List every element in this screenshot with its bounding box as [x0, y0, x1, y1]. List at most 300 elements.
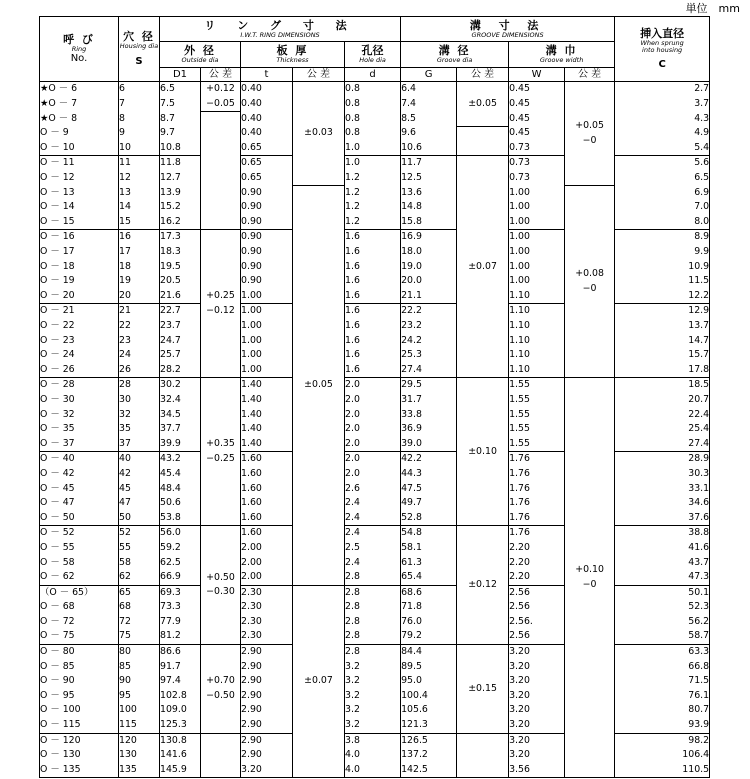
- thickness-cell: 2.00: [241, 556, 293, 571]
- housing-dia-cell: 9: [119, 126, 160, 141]
- groove-width-cell: 3.20: [509, 703, 565, 718]
- groove-width-cell: 1.55: [509, 393, 565, 408]
- thickness-cell: 2.90: [241, 645, 293, 660]
- groove-width-tolerance: +0.05 −0: [565, 82, 615, 186]
- t-symbol: t: [241, 68, 293, 82]
- housing-dia-cell: 120: [119, 733, 160, 748]
- outside-dia-cell: 12.7: [160, 171, 201, 186]
- groove-dia-cell: 42.2: [401, 452, 457, 467]
- housing-dia-cell: 35: [119, 422, 160, 437]
- ring-no-cell: O － 21: [40, 304, 119, 319]
- ring-no-cell: ★O － 7: [40, 97, 119, 112]
- d-symbol: d: [345, 68, 401, 82]
- hole-dia-cell: 1.6: [345, 363, 401, 378]
- outside-dia-cell: 18.3: [160, 245, 201, 260]
- d1-symbol: D1: [160, 68, 201, 82]
- outside-dia-tolerance: [201, 112, 241, 230]
- groove-dimensions-header: 溝 寸 法 GROOVE DIMENSIONS: [401, 17, 615, 42]
- groove-dia-cell: 7.4: [401, 97, 457, 112]
- outside-dia-cell: 13.9: [160, 186, 201, 201]
- housing-dia-cell: 90: [119, 674, 160, 689]
- outside-dia-cell: 130.8: [160, 733, 201, 748]
- hole-dia-cell: 1.6: [345, 260, 401, 275]
- insertion-dia-cell: 12.2: [615, 289, 710, 304]
- thickness-cell: 0.40: [241, 112, 293, 127]
- groove-dia-cell: 31.7: [401, 393, 457, 408]
- groove-width-cell: 0.45: [509, 97, 565, 112]
- housing-dia-cell: 45: [119, 482, 160, 497]
- outside-dia-cell: 23.7: [160, 319, 201, 334]
- housing-dia-cell: 17: [119, 245, 160, 260]
- groove-width-cell: 2.20: [509, 570, 565, 585]
- retaining-ring-spec-table: [39, 16, 710, 778]
- ring-no-cell: O － 40: [40, 452, 119, 467]
- groove-dia-cell: 13.6: [401, 186, 457, 201]
- thickness-cell: 2.90: [241, 660, 293, 675]
- outside-dia-cell: 141.6: [160, 748, 201, 763]
- groove-dia-cell: 16.9: [401, 230, 457, 245]
- insertion-dia-cell: 106.4: [615, 748, 710, 763]
- hole-dia-cell: 2.0: [345, 408, 401, 423]
- outside-dia-cell: 9.7: [160, 126, 201, 141]
- outside-dia-cell: 43.2: [160, 452, 201, 467]
- groove-dia-cell: 58.1: [401, 541, 457, 556]
- hole-dia-cell: 2.4: [345, 496, 401, 511]
- thickness-cell: 2.90: [241, 733, 293, 748]
- hole-dia-cell: 2.4: [345, 556, 401, 571]
- groove-dia-cell: 22.2: [401, 304, 457, 319]
- groove-dia-cell: 61.3: [401, 556, 457, 571]
- insertion-dia-cell: 110.5: [615, 763, 710, 778]
- hole-dia-cell: 1.2: [345, 215, 401, 230]
- outside-dia-tolerance: +0.50 −0.30: [201, 526, 241, 645]
- hole-dia-cell: 2.4: [345, 526, 401, 541]
- ring-no-cell: O － 11: [40, 156, 119, 171]
- groove-dia-cell: 49.7: [401, 496, 457, 511]
- outside-dia-cell: 15.2: [160, 200, 201, 215]
- ring-no-cell: O － 16: [40, 230, 119, 245]
- outside-dia-cell: 30.2: [160, 378, 201, 393]
- insertion-dia-cell: 4.3: [615, 112, 710, 127]
- hole-dia-cell: 0.8: [345, 97, 401, 112]
- groove-dia-tolerance: ±0.15: [457, 645, 509, 734]
- outside-dia-cell: 37.7: [160, 422, 201, 437]
- hole-dia-cell: 1.6: [345, 245, 401, 260]
- hole-dia-cell: 2.0: [345, 378, 401, 393]
- groove-width-tolerance: +0.10 −0: [565, 378, 615, 778]
- groove-dia-cell: 24.2: [401, 334, 457, 349]
- insertion-dia-cell: 25.4: [615, 422, 710, 437]
- outside-dia-cell: 45.4: [160, 467, 201, 482]
- groove-width-cell: 0.73: [509, 141, 565, 156]
- groove-width-cell: 1.00: [509, 245, 565, 260]
- insertion-dia-cell: 71.5: [615, 674, 710, 689]
- w-symbol: W: [509, 68, 565, 82]
- groove-width-cell: 3.20: [509, 645, 565, 660]
- thickness-cell: 0.90: [241, 186, 293, 201]
- housing-dia-cell: 8: [119, 112, 160, 127]
- ring-no-cell: O － 115: [40, 718, 119, 733]
- groove-width-cell: 1.55: [509, 422, 565, 437]
- g-tol-header: 公 差: [457, 68, 509, 82]
- housing-dia-cell: 62: [119, 570, 160, 585]
- groove-dia-cell: 95.0: [401, 674, 457, 689]
- outside-dia-cell: 73.3: [160, 600, 201, 615]
- housing-dia-cell: 40: [119, 452, 160, 467]
- outside-dia-cell: 16.2: [160, 215, 201, 230]
- ring-no-cell: O － 28: [40, 378, 119, 393]
- housing-dia-cell: 80: [119, 645, 160, 660]
- hole-dia-cell: 1.2: [345, 171, 401, 186]
- insertion-dia-cell: 27.4: [615, 437, 710, 452]
- groove-dia-tolerance: ±0.12: [457, 526, 509, 645]
- outside-dia-cell: 39.9: [160, 437, 201, 452]
- outside-dia-header: 外 径 Outside dia: [160, 42, 241, 68]
- hole-dia-cell: 2.8: [345, 600, 401, 615]
- ring-no-cell: ★O － 6: [40, 82, 119, 97]
- groove-dia-cell: 6.4: [401, 82, 457, 97]
- spec-table-body: [40, 82, 710, 778]
- t-tol-header: 公 差: [293, 68, 345, 82]
- hole-dia-cell: 1.6: [345, 348, 401, 363]
- hole-dia-cell: 0.8: [345, 112, 401, 127]
- outside-dia-cell: 66.9: [160, 570, 201, 585]
- housing-dia-cell: 13: [119, 186, 160, 201]
- outside-dia-cell: 21.6: [160, 289, 201, 304]
- hole-dia-cell: 0.8: [345, 82, 401, 97]
- groove-width-cell: 1.55: [509, 437, 565, 452]
- insertion-dia-cell: 8.9: [615, 230, 710, 245]
- groove-dia-cell: 65.4: [401, 570, 457, 585]
- ring-no-cell: O － 135: [40, 763, 119, 778]
- thickness-cell: 0.90: [241, 200, 293, 215]
- groove-width-cell: 2.56: [509, 585, 565, 600]
- insertion-dia-cell: 38.8: [615, 526, 710, 541]
- ring-no-header: 呼 び Ring No.: [40, 17, 119, 82]
- groove-width-cell: 2.56.: [509, 615, 565, 630]
- ring-no-cell: O － 15: [40, 215, 119, 230]
- thickness-cell: 1.60: [241, 526, 293, 541]
- groove-width-cell: 1.10: [509, 319, 565, 334]
- thickness-tolerance: ±0.05: [293, 186, 345, 586]
- housing-dia-cell: 37: [119, 437, 160, 452]
- w-tol-header: 公 差: [565, 68, 615, 82]
- ring-no-cell: O － 80: [40, 645, 119, 660]
- insertion-dia-cell: 52.3: [615, 600, 710, 615]
- groove-dia-cell: 84.4: [401, 645, 457, 660]
- housing-dia-cell: 52: [119, 526, 160, 541]
- groove-dia-cell: 121.3: [401, 718, 457, 733]
- ring-no-cell: O － 13: [40, 186, 119, 201]
- ring-no-cell: O － 30: [40, 393, 119, 408]
- ring-no-cell: O － 58: [40, 556, 119, 571]
- insertion-dia-cell: 80.7: [615, 703, 710, 718]
- thickness-cell: 2.00: [241, 570, 293, 585]
- groove-dia-cell: 15.8: [401, 215, 457, 230]
- ring-no-cell: O － 14: [40, 200, 119, 215]
- hole-dia-cell: 3.2: [345, 689, 401, 704]
- outside-dia-cell: 77.9: [160, 615, 201, 630]
- outside-dia-cell: 10.8: [160, 141, 201, 156]
- thickness-cell: 1.60: [241, 452, 293, 467]
- ring-no-cell: O － 20: [40, 289, 119, 304]
- housing-dia-header: 穴 径 Housing dia S: [119, 17, 160, 82]
- insertion-dia-cell: 37.6: [615, 511, 710, 526]
- ring-no-cell: O － 47: [40, 496, 119, 511]
- insertion-dia-cell: 15.7: [615, 348, 710, 363]
- groove-width-tolerance: +0.08 −0: [565, 186, 615, 378]
- housing-dia-cell: 7: [119, 97, 160, 112]
- hole-dia-cell: 0.8: [345, 126, 401, 141]
- ring-no-cell: O － 35: [40, 422, 119, 437]
- housing-dia-cell: 30: [119, 393, 160, 408]
- ring-no-cell: O － 32: [40, 408, 119, 423]
- insertion-dia-cell: 34.6: [615, 496, 710, 511]
- insertion-dia-cell: 6.5: [615, 171, 710, 186]
- hole-dia-cell: 2.0: [345, 422, 401, 437]
- insertion-dia-cell: 63.3: [615, 645, 710, 660]
- thickness-cell: 0.65: [241, 156, 293, 171]
- outside-dia-cell: 81.2: [160, 629, 201, 644]
- groove-dia-cell: 105.6: [401, 703, 457, 718]
- housing-dia-cell: 100: [119, 703, 160, 718]
- groove-dia-tolerance: [457, 126, 509, 156]
- d1-tol-header: 公 差: [201, 68, 241, 82]
- ring-no-cell: O － 52: [40, 526, 119, 541]
- insertion-dia-cell: 33.1: [615, 482, 710, 497]
- groove-width-cell: 3.20: [509, 718, 565, 733]
- ring-no-cell: O － 45: [40, 482, 119, 497]
- outside-dia-tolerance: [201, 733, 241, 778]
- table-row: [40, 378, 710, 393]
- groove-dia-cell: 18.0: [401, 245, 457, 260]
- outside-dia-cell: 11.8: [160, 156, 201, 171]
- outside-dia-cell: 56.0: [160, 526, 201, 541]
- outside-dia-cell: 24.7: [160, 334, 201, 349]
- thickness-cell: 1.60: [241, 496, 293, 511]
- insertion-dia-cell: 43.7: [615, 556, 710, 571]
- insertion-dia-cell: 98.2: [615, 733, 710, 748]
- groove-dia-cell: 76.0: [401, 615, 457, 630]
- outside-dia-cell: 53.8: [160, 511, 201, 526]
- outside-dia-cell: 19.5: [160, 260, 201, 275]
- insertion-dia-cell: 4.9: [615, 126, 710, 141]
- outside-dia-cell: 17.3: [160, 230, 201, 245]
- groove-width-cell: 1.10: [509, 348, 565, 363]
- ring-no-cell: O － 68: [40, 600, 119, 615]
- ring-no-cell: O － 23: [40, 334, 119, 349]
- housing-dia-cell: 20: [119, 289, 160, 304]
- insertion-dia-cell: 50.1: [615, 585, 710, 600]
- insertion-dia-cell: 30.3: [615, 467, 710, 482]
- groove-width-cell: 1.10: [509, 289, 565, 304]
- insertion-dia-cell: 5.4: [615, 141, 710, 156]
- housing-dia-cell: 58: [119, 556, 160, 571]
- housing-dia-cell: 68: [119, 600, 160, 615]
- insertion-dia-cell: 9.9: [615, 245, 710, 260]
- outside-dia-cell: 69.3: [160, 585, 201, 600]
- insertion-dia-cell: 3.7: [615, 97, 710, 112]
- ring-no-cell: O － 19: [40, 274, 119, 289]
- housing-dia-cell: 42: [119, 467, 160, 482]
- housing-dia-cell: 19: [119, 274, 160, 289]
- outside-dia-cell: 125.3: [160, 718, 201, 733]
- thickness-cell: 3.20: [241, 763, 293, 778]
- outside-dia-cell: 102.8: [160, 689, 201, 704]
- insertion-dia-cell: 2.7: [615, 82, 710, 97]
- housing-dia-cell: 18: [119, 260, 160, 275]
- outside-dia-tolerance: +0.70 −0.50: [201, 645, 241, 734]
- groove-width-cell: 3.20: [509, 674, 565, 689]
- outside-dia-cell: 91.7: [160, 660, 201, 675]
- outside-dia-tolerance: +0.25 −0.12: [201, 230, 241, 378]
- housing-dia-cell: 23: [119, 334, 160, 349]
- groove-dia-cell: 79.2: [401, 629, 457, 644]
- insertion-dia-cell: 18.5: [615, 378, 710, 393]
- groove-width-cell: 0.73: [509, 171, 565, 186]
- insertion-dia-cell: 41.6: [615, 541, 710, 556]
- outside-dia-cell: 48.4: [160, 482, 201, 497]
- hole-dia-cell: 2.8: [345, 629, 401, 644]
- housing-dia-cell: 10: [119, 141, 160, 156]
- ring-no-cell: O － 85: [40, 660, 119, 675]
- outside-dia-cell: 32.4: [160, 393, 201, 408]
- outside-dia-cell: 59.2: [160, 541, 201, 556]
- housing-dia-cell: 85: [119, 660, 160, 675]
- thickness-cell: 2.30: [241, 600, 293, 615]
- housing-dia-cell: 28: [119, 378, 160, 393]
- ring-no-cell: O － 10: [40, 141, 119, 156]
- insertion-dia-cell: 58.7: [615, 629, 710, 644]
- thickness-cell: 0.65: [241, 141, 293, 156]
- hole-dia-cell: 4.0: [345, 763, 401, 778]
- ring-no-cell: O － 55: [40, 541, 119, 556]
- groove-dia-cell: 25.3: [401, 348, 457, 363]
- housing-dia-cell: 115: [119, 718, 160, 733]
- unit-label: 単位 mm: [685, 2, 740, 15]
- ring-no-cell: O － 37: [40, 437, 119, 452]
- groove-width-cell: 3.20: [509, 733, 565, 748]
- groove-width-cell: 1.00: [509, 260, 565, 275]
- ring-no-cell: O － 26: [40, 363, 119, 378]
- insertion-dia-cell: 6.9: [615, 186, 710, 201]
- thickness-cell: 1.40: [241, 408, 293, 423]
- housing-dia-cell: 16: [119, 230, 160, 245]
- ring-no-cell: O － 75: [40, 629, 119, 644]
- outside-dia-cell: 50.6: [160, 496, 201, 511]
- hole-dia-cell: 2.8: [345, 615, 401, 630]
- hole-dia-cell: 2.0: [345, 467, 401, 482]
- thickness-cell: 2.90: [241, 703, 293, 718]
- groove-width-cell: 1.10: [509, 304, 565, 319]
- groove-dia-cell: 68.6: [401, 585, 457, 600]
- housing-dia-cell: 72: [119, 615, 160, 630]
- insertion-dia-header: 挿入直径 When sprung into housing C: [615, 17, 710, 82]
- ring-no-cell: O － 95: [40, 689, 119, 704]
- hole-dia-cell: 2.4: [345, 511, 401, 526]
- thickness-cell: 1.60: [241, 511, 293, 526]
- insertion-dia-cell: 93.9: [615, 718, 710, 733]
- ring-no-cell: O － 9: [40, 126, 119, 141]
- groove-dia-cell: 47.5: [401, 482, 457, 497]
- groove-width-cell: 2.20: [509, 541, 565, 556]
- insertion-dia-cell: 7.0: [615, 200, 710, 215]
- insertion-dia-cell: 5.6: [615, 156, 710, 171]
- thickness-cell: 1.40: [241, 378, 293, 393]
- hole-dia-cell: 4.0: [345, 748, 401, 763]
- groove-dia-cell: 9.6: [401, 126, 457, 141]
- hole-dia-cell: 3.2: [345, 718, 401, 733]
- thickness-cell: 0.90: [241, 245, 293, 260]
- thickness-cell: 1.00: [241, 363, 293, 378]
- groove-width-cell: 3.20: [509, 689, 565, 704]
- outside-dia-cell: 109.0: [160, 703, 201, 718]
- groove-width-cell: 2.56: [509, 629, 565, 644]
- outside-dia-cell: 8.7: [160, 112, 201, 127]
- housing-dia-cell: 32: [119, 408, 160, 423]
- insertion-dia-cell: 17.8: [615, 363, 710, 378]
- thickness-cell: 2.30: [241, 615, 293, 630]
- groove-dia-cell: 142.5: [401, 763, 457, 778]
- groove-width-cell: 0.45: [509, 82, 565, 97]
- hole-dia-cell: 3.2: [345, 674, 401, 689]
- insertion-dia-cell: 76.1: [615, 689, 710, 704]
- table-row: [40, 82, 710, 97]
- thickness-cell: 0.40: [241, 126, 293, 141]
- groove-dia-cell: 54.8: [401, 526, 457, 541]
- insertion-dia-cell: 8.0: [615, 215, 710, 230]
- hole-dia-cell: 1.6: [345, 289, 401, 304]
- hole-dia-cell: 3.8: [345, 733, 401, 748]
- thickness-cell: 0.90: [241, 230, 293, 245]
- groove-dia-tolerance: [457, 733, 509, 778]
- outside-dia-cell: 62.5: [160, 556, 201, 571]
- thickness-cell: 1.40: [241, 422, 293, 437]
- groove-dia-cell: 23.2: [401, 319, 457, 334]
- thickness-cell: 2.30: [241, 585, 293, 600]
- thickness-cell: 0.90: [241, 274, 293, 289]
- groove-width-cell: 3.20: [509, 748, 565, 763]
- insertion-dia-cell: 22.4: [615, 408, 710, 423]
- groove-width-cell: 1.76: [509, 467, 565, 482]
- ring-no-cell: O － 62: [40, 570, 119, 585]
- groove-width-cell: 3.56: [509, 763, 565, 778]
- groove-width-cell: 3.20: [509, 660, 565, 675]
- ring-no-cell: O － 12: [40, 171, 119, 186]
- groove-dia-cell: 29.5: [401, 378, 457, 393]
- hole-dia-cell: 2.8: [345, 585, 401, 600]
- groove-dia-cell: 11.7: [401, 156, 457, 171]
- housing-dia-cell: 26: [119, 363, 160, 378]
- groove-dia-cell: 12.5: [401, 171, 457, 186]
- hole-dia-cell: 3.2: [345, 660, 401, 675]
- groove-width-cell: 1.55: [509, 378, 565, 393]
- groove-width-cell: 1.76: [509, 482, 565, 497]
- housing-dia-cell: 55: [119, 541, 160, 556]
- groove-dia-cell: 71.8: [401, 600, 457, 615]
- groove-dia-cell: 39.0: [401, 437, 457, 452]
- groove-dia-cell: 14.8: [401, 200, 457, 215]
- ring-no-cell: O － 42: [40, 467, 119, 482]
- hole-dia-cell: 2.5: [345, 541, 401, 556]
- housing-dia-cell: 65: [119, 585, 160, 600]
- ring-no-cell: O － 18: [40, 260, 119, 275]
- ring-no-cell: （O － 65）: [40, 585, 119, 600]
- groove-width-cell: 2.56: [509, 600, 565, 615]
- groove-width-cell: 1.00: [509, 186, 565, 201]
- hole-dia-cell: 2.0: [345, 437, 401, 452]
- groove-width-cell: 1.10: [509, 334, 565, 349]
